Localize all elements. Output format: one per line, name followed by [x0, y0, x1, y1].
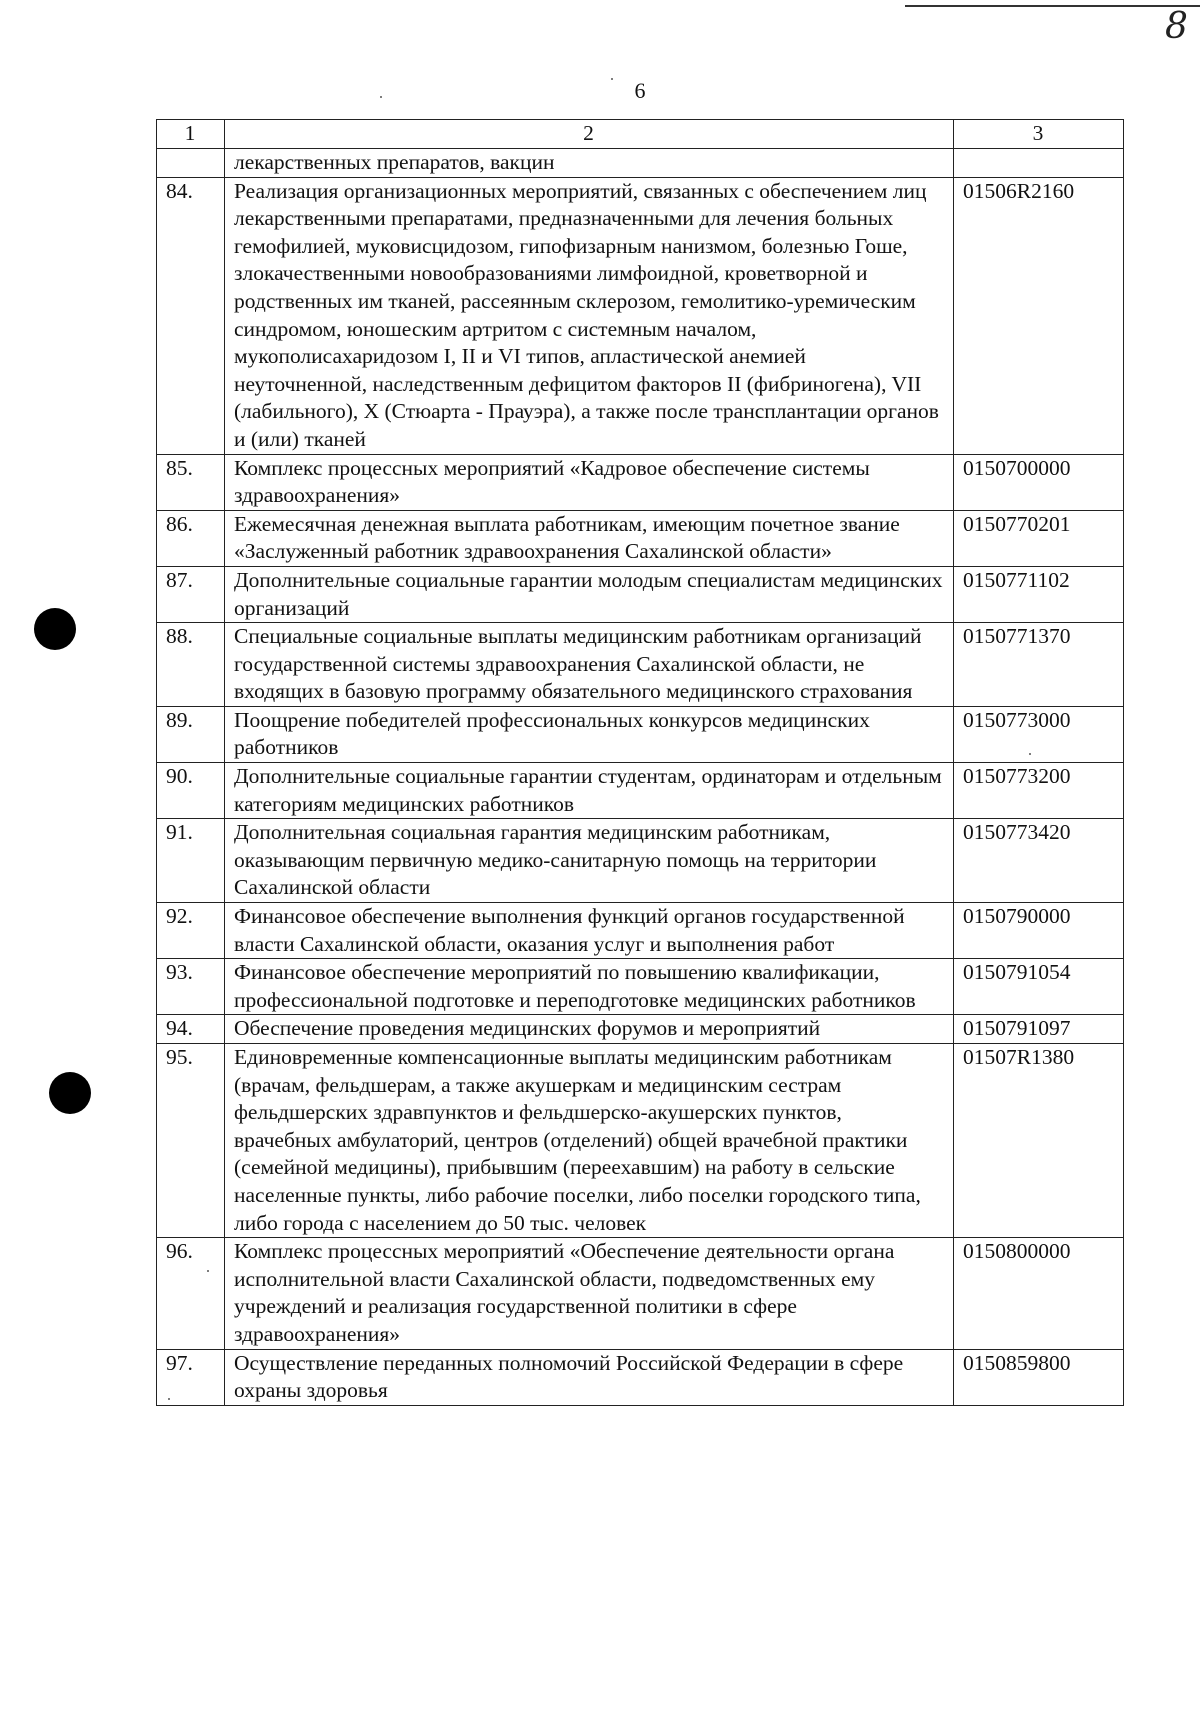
- punch-hole: [34, 608, 76, 650]
- scan-speck: [611, 78, 613, 80]
- table-row: [157, 706, 1124, 762]
- page-number: 6: [634, 78, 646, 103]
- table-body: [157, 120, 1124, 1406]
- table-row: [157, 1238, 1124, 1349]
- row-name: Обеспечение проведения медицинских форумов и мероприятий: [225, 1015, 954, 1044]
- row-name: Финансовое обеспечение выполнения функций органов государственной власти Сахалинской области, оказания услуг и выполнения работ: [225, 903, 954, 959]
- row-number: 84.: [157, 177, 225, 454]
- row-code: 0150771102: [954, 566, 1124, 622]
- row-number: 89.: [157, 706, 225, 762]
- row-name: Комплекс процессных мероприятий «Кадровое обеспечение системы здравоохранения»: [225, 454, 954, 510]
- row-code: 0150773420: [954, 819, 1124, 903]
- row-number: 93.: [157, 959, 225, 1015]
- table-row: [157, 1349, 1124, 1405]
- row-number: 95.: [157, 1044, 225, 1238]
- row-number: [157, 149, 225, 178]
- header-col-2: 2: [225, 120, 954, 149]
- scan-speck: [380, 96, 382, 98]
- row-number: 94.: [157, 1015, 225, 1044]
- row-code: 0150790000: [954, 903, 1124, 959]
- row-code: 0150791054: [954, 959, 1124, 1015]
- row-number: 92.: [157, 903, 225, 959]
- row-name: Финансовое обеспечение мероприятий по повышению квалификации, профессиональной подготовке и переподготовке медицинских работников: [225, 959, 954, 1015]
- row-name: Поощрение победителей профессиональных конкурсов медицинских работников: [225, 706, 954, 762]
- header-col-3: 3: [954, 120, 1124, 149]
- row-number: 88.: [157, 623, 225, 707]
- table-row: [157, 819, 1124, 903]
- table-row: [157, 1015, 1124, 1044]
- row-code: 0150700000: [954, 454, 1124, 510]
- table-header-row: [157, 120, 1124, 149]
- table-row: [157, 903, 1124, 959]
- row-name: Осуществление переданных полномочий Российской Федерации в сфере охраны здоровья: [225, 1349, 954, 1405]
- row-name: Комплекс процессных мероприятий «Обеспечение деятельности органа исполнительной власти Сахалинской области, подведомственных ему учреждений и реализация государственной политики в сфере здравоохранения»: [225, 1238, 954, 1349]
- row-number: 86.: [157, 510, 225, 566]
- table-row: [157, 959, 1124, 1015]
- row-number: 85.: [157, 454, 225, 510]
- row-code: 0150770201: [954, 510, 1124, 566]
- row-name: Дополнительные социальные гарантии студентам, ординаторам и отдельным категориям медицинских работников: [225, 763, 954, 819]
- row-code: 0150773000: [954, 706, 1124, 762]
- table-row: [157, 1044, 1124, 1238]
- row-name: Дополнительная социальная гарантия медицинским работникам, оказывающим первичную медико-санитарную помощь на территории Сахалинской области: [225, 819, 954, 903]
- table-row: [157, 763, 1124, 819]
- row-number: 96.: [157, 1238, 225, 1349]
- row-number: 90.: [157, 763, 225, 819]
- row-name: лекарственных препаратов, вакцин: [225, 149, 954, 178]
- row-code: 01507R1380: [954, 1044, 1124, 1238]
- punch-hole: [49, 1072, 91, 1114]
- handwritten-page-number: 8: [1165, 6, 1188, 47]
- table-row: [157, 510, 1124, 566]
- row-name: Специальные социальные выплаты медицинским работникам организаций государственной системы здравоохранения Сахалинской области, не входящих в базовую программу обязательного медицинского страхования: [225, 623, 954, 707]
- row-name: Единовременные компенсационные выплаты медицинским работникам (врачам, фельдшерам, а также акушеркам и медицинским сестрам фельдшерских здравпунктов и фельдшерско-акушерских пунктов, врачебных амбулаторий, центров (отделений) общей врачебной практики (семейной медицины), прибывшим (переехавшим) на работу в сельские населенные пункты, либо рабочие поселки, либо поселки городского типа, либо города с населением до 50 тыс. человек: [225, 1044, 954, 1238]
- row-name: Реализация организационных мероприятий, связанных с обеспечением лиц лекарственными препаратами, предназначенными для лечения больных гемофилией, муковисцидозом, гипофизарным нанизмом, болезнью Гоше, злокачественными новообразованиями лимфоидной, кроветворной и родственных им тканей, рассеянным склерозом, гемолитико-уремическим синдромом, юношеским артритом с системным началом, мукополисахаридозом I, II и VI типов, апластической анемией неуточненной, наследственным дефицитом факторов II (фибриногена), VII (лабильного), X (Стюарта - Прауэра), а также после трансплантации органов и (или) тканей: [225, 177, 954, 454]
- continuation-row: [157, 149, 1124, 178]
- table-row: [157, 566, 1124, 622]
- row-code: 0150859800: [954, 1349, 1124, 1405]
- row-code: 0150800000: [954, 1238, 1124, 1349]
- top-rule: [905, 5, 1200, 7]
- row-code: 0150773200: [954, 763, 1124, 819]
- codes-table: [156, 119, 1124, 1406]
- row-name: Дополнительные социальные гарантии молодым специалистам медицинских организаций: [225, 566, 954, 622]
- header-col-1: 1: [157, 120, 225, 149]
- row-name: Ежемесячная денежная выплата работникам, имеющим почетное звание «Заслуженный работник здравоохранения Сахалинской области»: [225, 510, 954, 566]
- row-code: 0150771370: [954, 623, 1124, 707]
- table-row: [157, 177, 1124, 454]
- row-number: 87.: [157, 566, 225, 622]
- table-row: [157, 454, 1124, 510]
- row-code: 0150791097: [954, 1015, 1124, 1044]
- row-code: [954, 149, 1124, 178]
- table-row: [157, 623, 1124, 707]
- row-code: 01506R2160: [954, 177, 1124, 454]
- row-number: 91.: [157, 819, 225, 903]
- row-number: 97.: [157, 1349, 225, 1405]
